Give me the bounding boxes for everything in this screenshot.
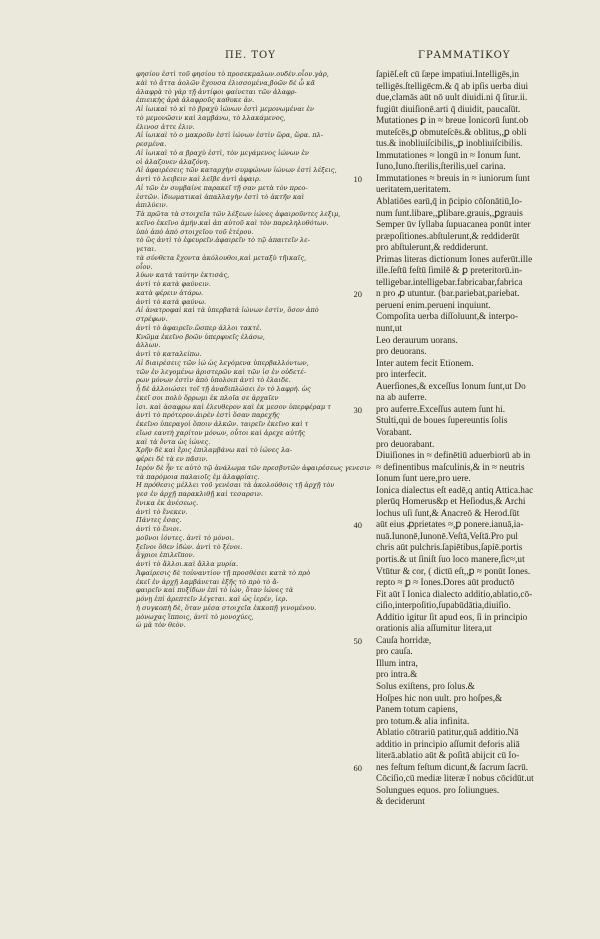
greek-line: ἀντὶ τὸ ἀφαιρεῖν.ὥσπερ ἀλλοι τακτέ. [136, 323, 262, 332]
latin-line [376, 370, 584, 382]
greek-line: οἷον. [136, 262, 153, 271]
latin-line [376, 232, 584, 244]
greek-line: ξεῖνοι ὅθεν ἰδὼν. ἀντὶ τὸ ξένοι. [136, 542, 243, 551]
greek-line: Ιερὸν δὲ ἦν τε αὐτὸ τῷ ἀνάλωμα τῶν πρεσβυτῶν ἀφαιρέσεως γενεσιν [136, 463, 371, 472]
greek-line: ἀντὶ τὸ ἔνιοι. [136, 525, 182, 533]
latin-line [376, 347, 584, 359]
latin-line [376, 705, 584, 717]
latin-line-text: Vtūtur & cor, ( dictū eſt,,ꝑ ≈ ponūt Iones. [376, 566, 531, 577]
line-number: 20 [353, 289, 362, 300]
latin-line [376, 613, 584, 625]
latin-line-text: Iuno,Iuno.ſterilis,ſterilis,uel carina. [376, 162, 506, 173]
running-head-right: ΓΡΑΜΜΑΤΙΚΟΥ [418, 50, 511, 61]
line-number: 60 [353, 762, 362, 773]
greek-line: γεται. [136, 245, 157, 253]
greek-line: τὰ παρόμοια παλαιοῖς ἐμ ἀλαφρίαις. [136, 472, 260, 481]
latin-line [376, 416, 584, 428]
latin-line-text: Ionica dialectus eſt eadē,q antiq Attica.hac [376, 485, 534, 496]
greek-line: ἐπιεικὴς ἀρὰ ἀλαφροῦς καθυκε ἀν. [136, 96, 255, 105]
latin-line-text: Solus exiſtens, pro ſolus.& [376, 681, 475, 692]
greek-line: ἑστῶν. ἰδιωματικαὶ ἀπαλλαγὴν ἐστὶ τὸ ἀκτῆν καὶ [136, 192, 305, 201]
latin-line [376, 624, 584, 636]
latin-line-text: perueni enim.perueni inquiunt. [376, 300, 491, 311]
latin-line [376, 428, 584, 440]
greek-line: Αἱ διαιρέσεις τῶν ἰώ ὡς λεγόμενα ὑπερβαλλόντων, [136, 358, 309, 367]
latin-line [376, 786, 584, 798]
latin-line [376, 670, 584, 682]
greek-line: Τὰ πρῶτα τὰ στοιχεῖα τῶν λέξεων ἰώνες ἀφαιροῦντες λεξιμ, [136, 210, 341, 218]
greek-line: ἀντὶ τὸ ἄλλοι.καὶ ἄλλα μυρία. [136, 560, 239, 568]
greek-line: ἰσι. καὶ ἀσαφρω καὶ ἐλευθερον καὶ ἐκ μεσον ὑπερφέραμ τ [136, 402, 331, 411]
latin-line [376, 243, 584, 255]
latin-line-text: Compoſita uerba diſſoluunt,& interpo- [376, 312, 519, 323]
latin-line [376, 797, 584, 809]
greek-line: ἀντὶ τὸ καταλείπω. [136, 350, 202, 358]
latin-line [376, 70, 584, 82]
latin-line-text: portis.& ut ſiniſt ſuo loco manere,ſic≈,ut [376, 554, 525, 565]
latin-line [376, 751, 584, 763]
latin-line-text: Diuiſiones in ≈ definētiū aduerbiorū ab in [376, 451, 531, 462]
greek-line: ἐκεῖ σοι πολὺ ὄρρωμι ἐκ πλοῖα σε ἀρχαῖεν [136, 393, 279, 402]
latin-line-text: pro intra.& [376, 670, 418, 681]
latin-line [353, 173, 584, 186]
greek-line: κὰὶ τὸ ἄττα ἀολῶν ἔχουσα ἐλισσομένα,βοῶν δὲ ὧ κᾶ [136, 78, 315, 87]
greek-line: τὸ μεμονῶσιν καὶ λαμβάνω, τὸ λλακάμενος, [136, 113, 286, 122]
latin-line-text: pro cauſa. [376, 647, 413, 658]
latin-line-text: Ionum ſunt uere,pro uere. [376, 474, 471, 485]
latin-line-text: ≈ definentibus maſculinis,& in ≈ neutris [376, 462, 525, 473]
latin-line-text: nuā.Iunonē,Iunonē.Veſtā,Veſtā.Pro pul [376, 531, 518, 542]
greek-line: κεῖνο ἐκεῖνο ἀμήν.καὶ ἀπ αὐτοῦ καὶ τὸν παρεληλυθότων. [136, 218, 329, 227]
greek-line: ἦ δὲ ἀλλοιώσει τοῖ τῇ ἀναδιπλώσει ἐν τὸ λαφρή. ὡς [136, 385, 311, 393]
latin-line-text: Primas literas dictionum Iones auferūt.ille [376, 254, 533, 265]
latin-line [376, 682, 584, 694]
line-number: 40 [353, 520, 362, 531]
latin-line-text: ille.ſeſtū feſtū ſimilē & ꝑ preteritorū.in- [376, 266, 523, 277]
latin-line [376, 139, 584, 151]
latin-line [353, 635, 584, 648]
latin-line [376, 647, 584, 659]
greek-line: μόνῃ ἐπὶ ἀρεπτεῖν λέγεται. καὶ ὡς ἰερέν, ἰερ. [136, 595, 288, 603]
greek-line: ὡ μὰ τὸν θεὸν. [136, 621, 186, 630]
latin-line [376, 266, 584, 278]
latin-line [376, 359, 584, 371]
latin-line-text: ueritatem,ueritatem. [376, 185, 451, 196]
latin-line [376, 659, 584, 671]
latin-line-text: Immutationes ≈ breuis in ≈ iuniorum ſunt [376, 173, 530, 184]
latin-line-text: Cōciſio,cū mediæ literæ ĩ nobus cōcidūt.ut [376, 774, 534, 785]
latin-line [376, 209, 584, 221]
latin-line-text: telligebar.intelligebar.fabricabar,fabrica [376, 277, 523, 288]
latin-line-text: Fit aūt ĩ Ionica dialecto additio,ablatio,cō- [376, 589, 533, 600]
latin-line-text: Panem totum capiens, [376, 705, 458, 716]
latin-line [376, 532, 584, 544]
greek-line: Αἱ ἰωικαὶ τὸ α βραχὺ ἐστὶ, τὸν μεγάμενος ἰώνων ἐν [136, 148, 309, 157]
greek-line: ἐκεῖνο ὑπεραγοὶ ὅποιν ἀλκῶν. ταιρεῖν ἐκεῖνο καὶ τ [136, 420, 309, 428]
greek-line: ἡ συγκοπὴ δὲ, ὅταν μέσα στοιχεῖα ἐκκοπῇ γινομένου. [136, 603, 317, 612]
greek-line: τὰ σύνθετα ἔχοντα ἀκόλουθοι,καὶ μεταξὺ τῆικαῖς, [136, 253, 307, 262]
latin-column [353, 70, 584, 809]
latin-line [376, 717, 584, 729]
latin-line-text: pro interfecit. [376, 370, 427, 381]
latin-line [376, 151, 584, 163]
latin-line-text: Immutationes ≈ longū in ≈ Ionum ſunt. [376, 150, 521, 161]
latin-line-text: ſapiēſ.eſt cū ſæpe impatiui.Intelligēs,in [376, 70, 520, 80]
latin-line [376, 255, 584, 267]
latin-line-text: lochus uſi ſunt,& Anacreō & Herod.ſūt [376, 508, 520, 519]
latin-line [376, 312, 584, 324]
latin-line-text: pro auferre.Exceſſus autem ſunt hi. [376, 404, 506, 415]
greek-line: ὑπὸ ἀπὸ ἀπὸ στοιχεῖου τοῦ ἑτέρου. [136, 227, 254, 236]
latin-line [376, 220, 584, 232]
latin-line [376, 578, 584, 590]
greek-line: ἀντὶ τὸ κατὰ φαύνειν. [136, 280, 211, 288]
latin-line-text: pro deuorans. [376, 347, 427, 358]
latin-line [353, 404, 584, 417]
latin-line [376, 393, 584, 405]
latin-line-text: Inter autem fecit Etionem. [376, 358, 474, 369]
latin-line-text: & deciderunt [376, 797, 425, 808]
latin-line [376, 128, 584, 140]
greek-line: φησίου ἐστὶ τοῦ φησίου τὸ προσεκμαλων.ουδὲν.οἷον.γὰρ, [136, 70, 329, 78]
latin-line-text: Stulti,qui de boues ſupereuntis ſolis [376, 416, 508, 427]
latin-line [376, 162, 584, 174]
latin-line-text: aūt eius ꝓprietates ≈,ꝑ ponere.ianuā,ia- [376, 520, 524, 531]
latin-line-text: literā.ablatio aūt & poſitā abijcit cū Io- [376, 751, 520, 762]
latin-line [376, 451, 584, 463]
greek-line: Αἱ ἰωικαὶ τὸ κὶ τὸ βραχὺ ἰώνων ἐστὶ μεμονωμέναι ἐν [136, 105, 314, 113]
latin-line-text: chris aūt pulchris.ſapiētibus,ſapiē.portis [376, 543, 523, 554]
latin-line-text: pro deuorabant. [376, 439, 435, 450]
latin-line-text: na ab auferre. [376, 393, 427, 404]
latin-line [376, 336, 584, 348]
greek-line: ρων μόνων ἐστὶν ἀπὸ ὑπολοιπ ἀντὶ τὸ ἐλαιδε. [136, 376, 291, 385]
latin-line-text: pro abſtulerunt,& reddiderunt. [376, 243, 489, 254]
latin-line-text: Vorabant. [376, 427, 412, 438]
latin-line [376, 324, 584, 336]
latin-line-text: Leo deraurum uorans. [376, 335, 458, 346]
greek-line: καὶ τὰ ὄντα ὡς ἰώνες. [136, 437, 211, 446]
latin-line-text: telligēs.ſtelligēcm.& q̄ ab ipſis uerba diui [376, 81, 529, 92]
latin-line [376, 440, 584, 452]
greek-line: ἄγριοι ἐπιλεῖπον. [136, 551, 195, 560]
greek-line: ρεσμένα. [136, 140, 167, 148]
line-number: 50 [353, 635, 362, 646]
latin-line [353, 762, 584, 775]
latin-line-text: additio in principio aſſumit deforis aliā [376, 739, 520, 750]
latin-line [353, 520, 584, 532]
latin-line-text: due,clamās aūt nō uult diuidi.ni q̄ ſitur.ii. [376, 93, 528, 104]
latin-line-text: Semper ūv ſyllaba ſupuacanea ponūt inter [376, 220, 531, 231]
latin-line-text: Hoſpes hic non uult. pro hoſpes,& [376, 693, 503, 704]
greek-line: μὸνωχας ἵπποις, ἀντὶ τὸ μονοχύες, [136, 612, 254, 621]
latin-line [376, 728, 584, 740]
greek-line: Αἱ τῶν ἐν συμβαίνε παρακεῖ τῇ σαν μετὰ τὸν πρεο- [136, 183, 308, 192]
greek-line: φαιρεῖν καὶ πυξίδων ἐπὶ τὸ ἰών, ὅταν ἰώνες τὰ [136, 586, 294, 595]
latin-line [376, 82, 584, 94]
latin-line [376, 740, 584, 752]
greek-line: ἐκεῖ ἐν ἀρχῇ λαμβάνεται ἑξῆς τὸ πρὸ τὸ ἄ- [136, 577, 279, 586]
greek-line: τὸ ὣς ἀντὶ τὸ ἐφευρεῖν.ἀφαιρεῖν τὸ τῷ ἀπαιτεῖν λε- [136, 236, 310, 245]
latin-line [376, 601, 584, 613]
greek-line: τῶν ἐν λεγομένω ἀριστερῶν καὶ τῶν ἰσ ἐν οὐδετέ- [136, 367, 306, 376]
line-number: 30 [353, 404, 362, 415]
greek-line: Η πρόθεσις μέλλει τοῦ γενέσαι τὰ ἀκολούθοις τῇ ἀρχῇ τὸν [136, 481, 335, 490]
greek-line: φέρει δὲ τὰ εν πᾶσιν. [136, 455, 208, 463]
greek-line: ἀλλων. [136, 341, 161, 350]
greek-line: εἴωσ εαυτὴ χαρίτον μόνων, οὗτοι καὶ ἀρεχε αὐτῆς [136, 428, 306, 437]
greek-line: οἱ ἀλαζονεν ἀλαζόνη. [136, 157, 210, 166]
latin-line-text: Additio igitur ſit apud eos, ſi in principio [376, 612, 528, 623]
greek-line: ἀντὶ τὸ κατὰ φαύνω. [136, 297, 207, 306]
latin-line-text: nunt,ut [376, 324, 403, 335]
greek-line: Πάντες ἐσας. [136, 516, 182, 525]
greek-line: ἀντὶ τὸ λειβειν καὶ λεῖβε ἀντὶ ἀφαιρ. [136, 175, 261, 183]
latin-line [376, 694, 584, 706]
greek-line: ἀντὶ τὸ ἔνεκεν. [136, 507, 188, 516]
greek-line: Αἱ ἰωικαὶ τὸ ο μακροῦν ἐστὶ ἰώνων ἐστὶν ὥρα, ὥρα. πλ- [136, 131, 323, 140]
latin-line [376, 278, 584, 290]
latin-line-text: præpoſitiones.abſtulerunt,& reddiderūt [376, 231, 520, 242]
latin-line [376, 567, 584, 579]
greek-line: ἀντὶ τὸ πρότερον.ἀιρὲν ἐστὶ ὅσαν παρεχῆς [136, 411, 280, 420]
latin-line-text: fugiūt diuiſionē.arti q̄ diuidit, paucaſūt. [376, 104, 521, 115]
greek-line: ἀλαφρὰ τὸ γὰρ τῇ ἀντίφοι φαίνεται τῶν ἀλαφρ- [136, 87, 297, 96]
latin-line-text: Mutationes ꝑ in ≈ breue Ionicorū ſunt.ob [376, 116, 529, 127]
latin-line-text: Auerſiones,& exceſſus Ionum ſunt,ut Do [376, 381, 526, 392]
latin-line [376, 382, 584, 394]
latin-line [376, 197, 584, 209]
latin-line-text: n pro ꝓ utuntur. (bar.pariebat,pariebat. [376, 289, 520, 300]
latin-line-text: muteſcēs,ꝑ obmuteſcēs.& oblitus,,ꝑ obli [376, 127, 527, 138]
latin-line-text: tus.& inobliuiſcibilis,,ꝑ inobliuiſcibilis. [376, 139, 523, 150]
latin-line-text: ciſio,interpoſitio,ſupabūdātia,diuiſio. [376, 601, 511, 612]
greek-line: ἔνικα ἐκ ἀνέσεως. [136, 498, 199, 507]
latin-line [376, 116, 584, 128]
latin-line-text: Ablatio cōtrariū patitur,quā additio.Nā [376, 728, 519, 739]
greek-line: ἀπιλύειν. [136, 201, 168, 210]
running-head-left: ΠΕ. ΤΟΥ [225, 50, 276, 61]
greek-line: κατὰ φέρειν ἀτάρω. [136, 288, 204, 297]
greek-line: Αἱ ἀφαιρέσεις τῶν καταρχὴν συμφώνων ἰώνων ἐστὶ λέξεις, [136, 166, 337, 175]
latin-line [376, 463, 584, 475]
latin-line [376, 509, 584, 521]
latin-line-text: Solungues equos. pro ſoliungues. [376, 785, 500, 796]
greek-line: Ἀφαίρεσις δὲ τοὐναντίον τῇ προσθέσει κατὰ τὸ πρὸ [136, 568, 311, 577]
latin-line-text: repto ≈ ꝑ ≈ Iones.Dores aūt productō [376, 578, 515, 589]
latin-line [376, 185, 584, 197]
latin-line-text: Ablatiōes earū,q̄ in p̄cipio cōſonātiū,Io- [376, 197, 523, 208]
latin-line [376, 497, 584, 509]
greek-line: λύων κατὰ ταύτην ἐκτισάς, [136, 271, 230, 280]
latin-line [376, 486, 584, 498]
latin-line-text: Cauſa horridæ, [376, 635, 432, 646]
latin-line-text: num ſunt.libare,,ꝑlibare.grauis,,ꝑgrauis [376, 208, 523, 219]
line-number: 10 [353, 173, 362, 184]
latin-line [376, 301, 584, 313]
greek-line: μοῦνοι ἰόντες. ἀντὶ τὸ μόνοι. [136, 533, 234, 542]
latin-line-text: pro totum.& alia infinita. [376, 716, 470, 727]
latin-line [376, 590, 584, 602]
latin-line-text: nes feſtum feſtum dicunt,& ſacrum ſacrū. [376, 762, 529, 773]
latin-line-text: orationis alia aſſumitur litera,ut [376, 624, 492, 635]
greek-line: ἐλινοσ ἀττε ἐλιν. [136, 122, 195, 131]
latin-line [376, 474, 584, 486]
greek-line: στρέφων. [136, 315, 168, 323]
latin-line [376, 93, 584, 105]
greek-line: γεσ ἐν ἀρχῇ παρακλιθῇ καὶ τεσαρσιν. [136, 490, 263, 498]
latin-line [376, 774, 584, 786]
greek-line: Χρῆν δὲ καὶ ἔρις ἐπιλαμβάνω καὶ τὸ ἰώνες λα- [136, 446, 292, 455]
latin-line-text: Illum intra, [376, 658, 418, 669]
latin-line [376, 555, 584, 567]
latin-line [376, 543, 584, 555]
latin-line [376, 105, 584, 117]
greek-line: Αἱ ἀνατροφαὶ καὶ τὰ ὑπερβατὰ ἰώνων ἐστὶν, ὅσον ἀπὸ [136, 306, 319, 315]
latin-line-text: plerūq Homerus&p et Heſiodus,& Archi [376, 497, 526, 508]
latin-line [353, 289, 584, 301]
greek-line: Κνῶμα ἐκεῖνο βοῶν ὑπερφυεῖς ἐλάσω, [136, 332, 265, 341]
